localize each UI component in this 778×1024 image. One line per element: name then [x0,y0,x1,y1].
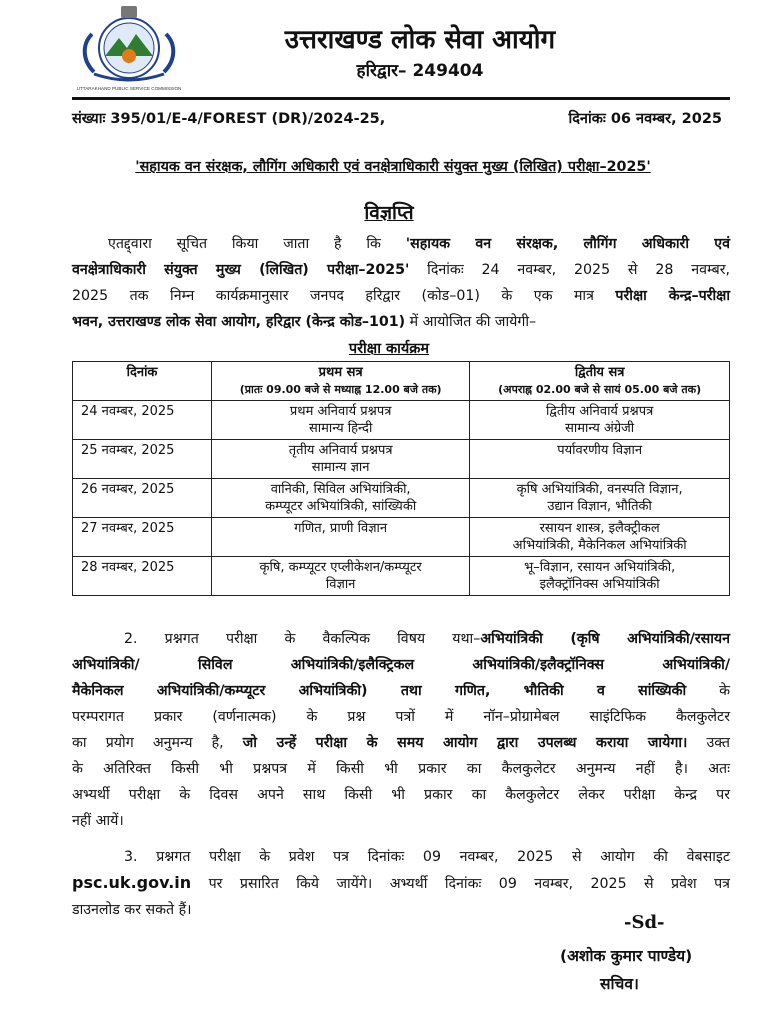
website-link[interactable]: psc.uk.gov.in [72,873,192,892]
exam-schedule-table [72,361,730,596]
row-first-session: कृषि, कम्प्यूटर एप्लीकेशन/कम्प्यूटर विज्ञान [212,557,470,596]
row-first-session: तृतीय अनिवार्य प्रश्नपत्र सामान्य ज्ञान [212,440,470,479]
signatory-post: सचिव। [600,975,639,993]
row-first-session: गणित, प्राणी विज्ञान [212,518,470,557]
para1-bold: परीक्षा केन्द्र–परीक्षा [615,288,730,304]
para1-text: 2025 तक निम्न कार्यक्रमानुसार जनपद हरिद्वार (कोड–01) के एक मात्र [72,288,616,304]
commission-logo [72,4,186,92]
table-row [73,440,730,479]
para3-text: 3. प्रश्नगत परीक्षा के प्रवेश पत्र दिनांकः 09 नवम्बर, 2025 से आयोग की वेबसाइट [124,849,730,865]
row-date: 25 नवम्बर, 2025 [73,440,212,479]
notice-title: विज्ञप्ति [364,202,414,224]
para2-text: परम्परागत प्रकार (वर्णनात्मक) के प्रश्न पत्रों में नॉन–प्रोग्रामेबल साइंटिफिक कैलकुलेटर [72,709,730,725]
row-first-session: प्रथम अनिवार्य प्रश्नपत्र सामान्य हिन्दी [212,401,470,440]
row-date: 24 नवम्बर, 2025 [73,401,212,440]
logo-caption: UTTARAKHAND PUBLIC SERVICE COMMISSION [76,86,182,91]
para2-bold: मैकेनिकल अभियांत्रिकी/कम्प्यूटर अभियांत्रिकी) तथा गणित, भौतिकी व सांख्यिकी [72,683,687,699]
para2-text: 2. प्रश्नगत परीक्षा के वैकल्पिक विषय यथा– [124,631,481,647]
first-session-time: (प्रातः 09.00 बजे से मध्याह्न 12.00 बजे तक) [239,383,442,396]
para2-bold: जो उन्हें परीक्षा के समय आयोग द्वारा उपलब्ध कराया जायेगा। [242,735,688,751]
para2-text: के [686,683,730,699]
header-date: दिनांक [73,362,212,401]
row-date: 27 नवम्बर, 2025 [73,518,212,557]
row-second-session: द्वितीय अनिवार्य प्रश्नपत्र सामान्य अंग्रेजी [470,401,730,440]
para1-bold: 'सहायक वन संरक्षक, लौगिंग अधिकारी एवं [405,236,730,252]
notice-paragraph-1 [72,231,730,335]
notice-paragraph-2 [72,626,730,834]
para1-text: दिनांकः 24 नवम्बर, 2025 से 28 नवम्बर, [409,262,731,278]
row-second-session: रसायन शास्त्र, इलैक्ट्रीकल अभियांत्रिकी, मैकेनिकल अभियांत्रिकी [470,518,730,557]
signatory-name: (अशोक कुमार पाण्डेय) [560,947,693,965]
para2-text: का प्रयोग अनुमन्य है, [72,735,243,751]
logo-emblem [85,6,174,80]
para3-text: डाउनलोड कर सकते हैं। [72,902,192,918]
row-first-session: वानिकी, सिविल अभियांत्रिकी, कम्प्यूटर अभियांत्रिकी, सांख्यिकी [212,479,470,518]
signature-sd: -Sd- [624,912,665,933]
para3-text: पर प्रसारित किये जायेंगे। अभ्यर्थी दिनांकः 09 नवम्बर, 2025 से प्रवेश पत्र [191,876,730,892]
row-second-session: पर्यावरणीय विज्ञान [470,440,730,479]
org-name: उत्तराखण्ड लोक सेवा आयोग [284,25,556,55]
header-rule [72,97,730,100]
para2-text: अभ्यर्थी परीक्षा के दिवस अपने साथ किसी भी प्रकार का कैलकुलेटर लेकर परीक्षा केन्द्र पर [72,787,730,803]
org-address: हरिद्वार– 249404 [356,61,484,81]
table-row [73,518,730,557]
para2-bold: अभियांत्रिकी/ सिविल अभियांत्रिकी/इलैक्ट्रिकल अभियांत्रिकी/इलैक्ट्रॉनिक्स अभियांत्रिकी/ [72,657,730,673]
para2-bold: अभियांत्रिकी (कृषि अभियांत्रिकी/रसायन [480,631,730,647]
table-header-row [73,362,730,401]
para1-text: एतद्द्वारा सूचित किया जाता है कि [108,236,406,252]
header-first-session: प्रथम सत्र (प्रातः 09.00 बजे से मध्याह्न 12.00 बजे तक) [212,362,470,401]
reference-number: संख्याः 395/01/E-4/FOREST (DR)/2024-25, [72,111,386,127]
table-row [73,557,730,596]
exam-heading: 'सहायक वन संरक्षक, लौगिंग अधिकारी एवं वनक्षेत्राधिकारी संयुक्त मुख्य (लिखित) परीक्षा–2025' [135,159,651,175]
para1-bold: भवन, उत्तराखण्ड लोक सेवा आयोग, हरिद्वार (केन्द्र कोड–101) [72,314,406,330]
row-second-session: भू–विज्ञान, रसायन अभियांत्रिकी, इलैक्ट्रॉनिक्स अभियांत्रिकी [470,557,730,596]
row-date: 26 नवम्बर, 2025 [73,479,212,518]
table-row [73,401,730,440]
row-date: 28 नवम्बर, 2025 [73,557,212,596]
para2-text: उक्त [687,735,730,751]
para1-bold: वनक्षेत्राधिकारी संयुक्त मुख्य (लिखित) परीक्षा–2025' [72,262,410,278]
reference-date: दिनांकः 06 नवम्बर, 2025 [568,111,722,127]
header-second-session: द्वितीय सत्र (अपराह्न 02.00 बजे से सायं 05.00 बजे तक) [470,362,730,401]
para2-text: के अतिरिक्त किसी भी प्रश्नपत्र में किसी भी प्रकार का कैलकुलेटर अनुमन्य नहीं है। अतः [72,761,730,777]
para1-text: में आयोजित की जायेगी– [405,314,537,330]
second-session-time: (अपराह्न 02.00 बजे से सायं 05.00 बजे तक) [498,383,702,396]
table-row [73,479,730,518]
para2-text: नहीं आयें। [72,813,124,829]
row-second-session: कृषि अभियांत्रिकी, वनस्पति विज्ञान, उद्यान विज्ञान, भौतिकी [470,479,730,518]
schedule-title: परीक्षा कार्यक्रम [348,341,430,357]
